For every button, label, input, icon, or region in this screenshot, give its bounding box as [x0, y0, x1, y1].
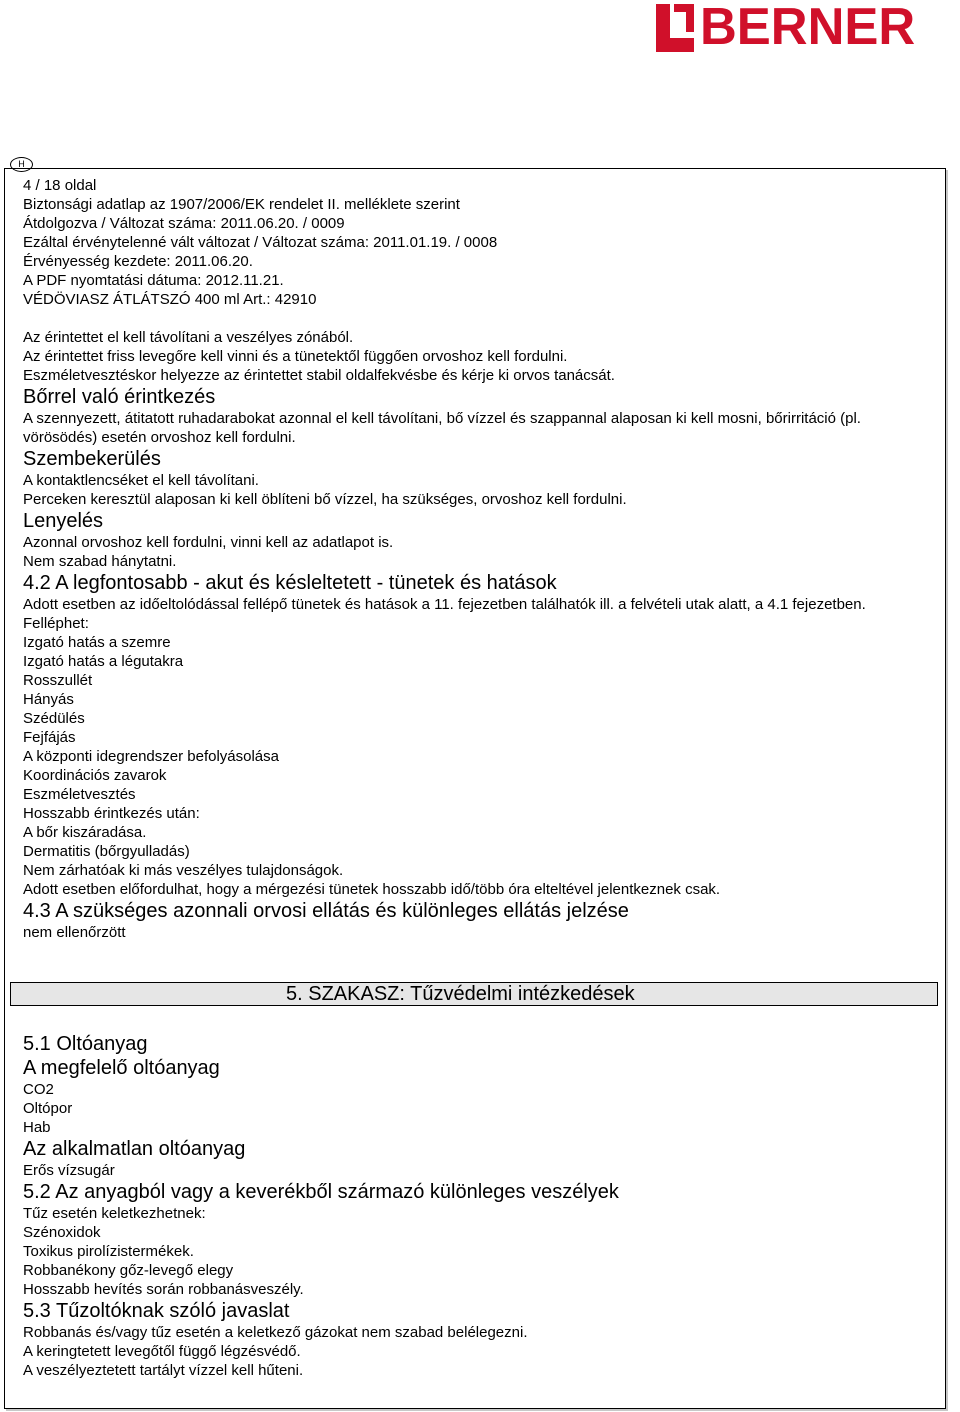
hazard-line: Tűz esetén keletkezhetnek:	[23, 1205, 206, 1222]
page-number: 4 / 18 oldal	[23, 177, 97, 194]
section-4-2-heading: 4.2 A legfontosabb - akut és késleltetett - tünetek és hatások	[23, 572, 557, 594]
language-badge: H	[10, 157, 33, 172]
eye-contact-line: A kontaktlencséket el kell távolítani.	[23, 472, 259, 489]
superseded-line: Ezáltal érvénytelenné vált változat / Változat száma: 2011.01.19. / 0008	[23, 234, 498, 251]
frame-shadow-bottom	[6, 1409, 948, 1411]
valid-from-line: Érvényesség kezdete: 2011.06.20.	[23, 253, 253, 270]
section-5-2-heading: 5.2 Az anyagból vagy a keverékből származó különleges veszélyek	[23, 1181, 619, 1203]
skin-contact-heading: Bőrrel való érintkezés	[23, 386, 216, 408]
symptom-line: Dermatitis (bőrgyulladás)	[23, 843, 190, 860]
firefighter-advice-line: A keringtetett levegőtől függő légzésvédő.	[23, 1343, 301, 1360]
unsuitable-media-item: Erős vízsugár	[23, 1162, 115, 1179]
suitable-media-item: Hab	[23, 1119, 51, 1136]
suitable-media-item: Oltópor	[23, 1100, 73, 1117]
frame-shadow-right	[946, 170, 948, 1411]
symptom-line: Eszméletvesztés	[23, 786, 136, 803]
section-4-3-text: nem ellenőrzött	[23, 924, 126, 941]
symptom-line: Fejfájás	[23, 729, 76, 746]
brand-logo-text: BERNER	[700, 0, 916, 56]
symptom-line: Szédülés	[23, 710, 85, 727]
section-4-3-heading: 4.3 A szükséges azonnali orvosi ellátás és különleges ellátás jelzése	[23, 900, 629, 922]
eye-contact-line: Perceken keresztül alaposan ki kell öblíteni bő vízzel, ha szükséges, orvoshoz kell fordulni.	[23, 491, 627, 508]
symptom-line: Izgató hatás a légutakra	[23, 653, 184, 670]
hazard-line: Szénoxidok	[23, 1224, 101, 1241]
section-4-2-intro: Adott esetben az időeltolódással fellépő tünetek és hatások a 11. fejezetben találhatók ill. a felvételi utak alatt, a 4.1 fejezetben.	[23, 596, 866, 613]
firefighter-advice-line: A veszélyeztetett tartályt vízzel kell hűteni.	[23, 1362, 304, 1379]
symptom-line: Koordinációs zavarok	[23, 767, 167, 784]
eye-contact-heading: Szembekerülés	[23, 448, 161, 470]
section-5-title: 5. SZAKASZ: Tűzvédelmi intézkedések	[286, 983, 635, 1005]
symptom-line: Felléphet:	[23, 615, 89, 632]
suitable-media-heading: A megfelelő oltóanyag	[23, 1057, 220, 1079]
firefighter-advice-line: Robbanás és/vagy tűz esetén a keletkező gázokat nem szabad belélegezni.	[23, 1324, 528, 1341]
unsuitable-media-heading: Az alkalmatlan oltóanyag	[23, 1138, 246, 1160]
inhalation-line: Eszméletvesztéskor helyezze az érintettet stabil oldalfekvésbe és kérje ki orvos tanácsát.	[23, 367, 615, 384]
symptom-line: Rosszullét	[23, 672, 93, 689]
document-content	[23, 176, 923, 942]
symptom-line: Hányás	[23, 691, 74, 708]
hazard-line: Toxikus pirolízistermékek.	[23, 1243, 194, 1260]
symptom-line: Hosszabb érintkezés után:	[23, 805, 200, 822]
ingestion-line: Azonnal orvoshoz kell fordulni, vinni kell az adatlapot is.	[23, 534, 394, 551]
skin-contact-text: A szennyezett, átitatott ruhadarabokat azonnal el kell távolítani, bő vízzel és szappannal alaposan ki kell mosni, bőrirritáció (pl. vörösödés) esetén orvoshoz kell fordulni.	[23, 410, 861, 446]
inhalation-line: Az érintettet friss levegőre kell vinni és a tünetektől függően orvoshoz kell fordulni.	[23, 348, 568, 365]
section-5-1-heading: 5.1 Oltóanyag	[23, 1033, 148, 1055]
ingestion-line: Nem szabad hánytatni.	[23, 553, 177, 570]
symptom-line: Nem zárhatóak ki más veszélyes tulajdonságok.	[23, 862, 344, 879]
section-5-3-heading: 5.3 Tűzoltóknak szóló javaslat	[23, 1300, 290, 1322]
product-line: VÉDÖVIASZ ÁTLÁTSZÓ 400 ml Art.: 42910	[23, 291, 317, 308]
symptom-line: Adott esetben előfordulhat, hogy a mérgezési tünetek hosszabb idő/több óra elteltével jelentkeznek csak.	[23, 881, 721, 898]
suitable-media-item: CO2	[23, 1081, 54, 1098]
berner-logo-icon	[656, 4, 694, 52]
symptom-line: A központi idegrendszer befolyásolása	[23, 748, 279, 765]
inhalation-line: Az érintettet el kell távolítani a veszélyes zónából.	[23, 329, 354, 346]
ingestion-heading: Lenyelés	[23, 510, 104, 532]
hazard-line: Hosszabb hevítés során robbanásveszély.	[23, 1281, 304, 1298]
print-date-line: A PDF nyomtatási dátuma: 2012.11.21.	[23, 272, 284, 289]
symptom-line: Izgató hatás a szemre	[23, 634, 171, 651]
symptom-line: A bőr kiszáradása.	[23, 824, 147, 841]
document-header	[23, 176, 923, 309]
hazard-line: Robbanékony gőz-levegő elegy	[23, 1262, 234, 1279]
revision-line: Átdolgozva / Változat száma: 2011.06.20. / 0009	[23, 215, 345, 232]
section-5-content	[23, 1032, 923, 1380]
regulation-line: Biztonsági adatlap az 1907/2006/EK rendelet II. melléklete szerint	[23, 196, 460, 213]
